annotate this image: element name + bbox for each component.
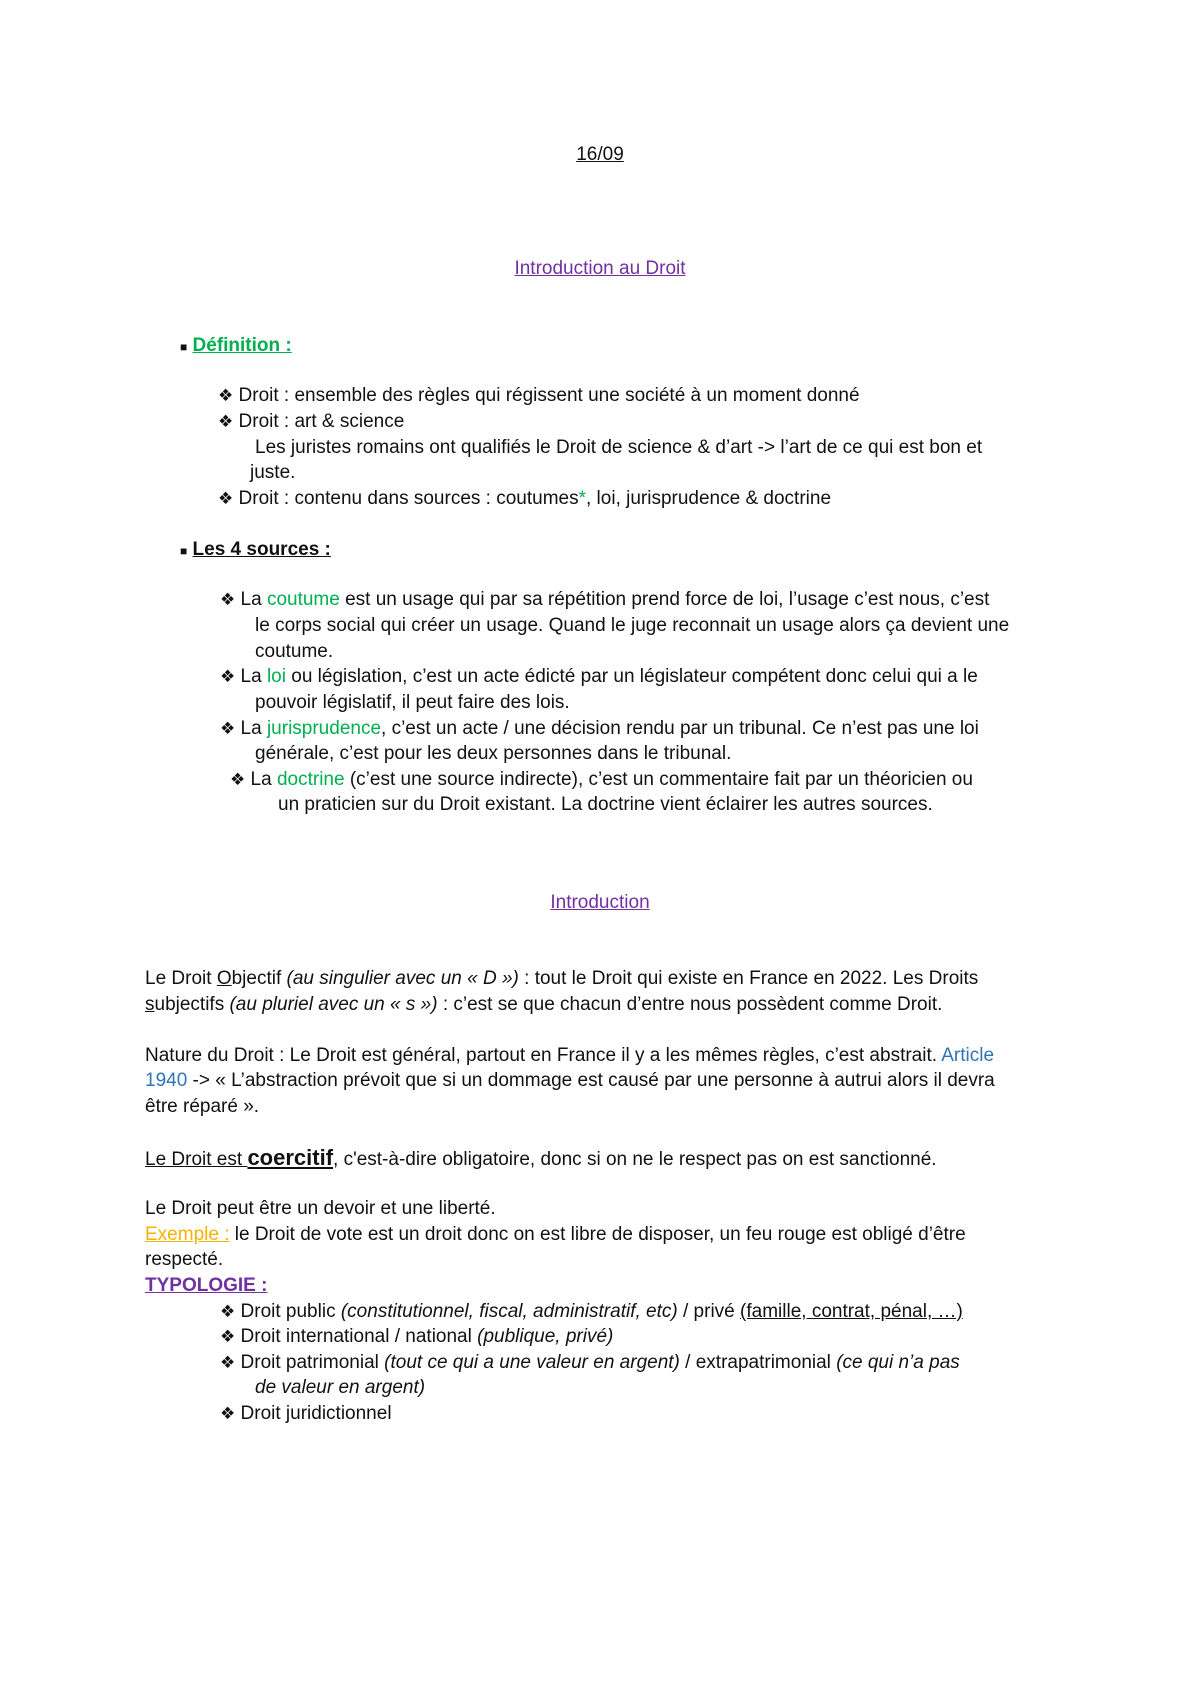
- source-loi: [220, 663, 978, 690]
- source-doctrine: [230, 766, 973, 793]
- diamond-bullet-icon: ❖: [218, 386, 234, 405]
- text: (tout ce qui a une valeur en argent): [384, 1352, 680, 1373]
- source-term: loi: [266, 666, 286, 687]
- source-coutume: [220, 586, 989, 613]
- diamond-bullet-icon: ❖: [220, 1327, 236, 1346]
- sources-heading: [180, 536, 331, 565]
- definition-item: [218, 382, 860, 409]
- example-line: [145, 1221, 966, 1248]
- source-text: La: [240, 589, 267, 610]
- definition-note: [255, 434, 982, 461]
- typologie-item: [220, 1298, 963, 1325]
- example-line: [145, 1246, 223, 1273]
- text: (constitutionnel, fiscal, administratif, etc): [340, 1301, 678, 1322]
- source-line: [255, 612, 1009, 639]
- typologie-item: [220, 1323, 613, 1350]
- text: de valeur en argent): [255, 1377, 426, 1398]
- introduction-heading: [0, 889, 1200, 916]
- diamond-bullet-icon: ❖: [220, 1353, 236, 1372]
- source-text: générale, c’est pour les deux personnes dans le tribunal.: [255, 743, 732, 764]
- typologie-item-cont: [255, 1374, 425, 1401]
- text: bjectif: [231, 968, 287, 989]
- text: Droit public: [240, 1301, 341, 1322]
- text: Droit patrimonial: [240, 1352, 385, 1373]
- diamond-bullet-icon: ❖: [220, 1404, 236, 1423]
- source-text: coutume.: [255, 641, 334, 662]
- source-line: [255, 638, 333, 665]
- text: être réparé ».: [145, 1096, 260, 1117]
- text: (famille, contrat, pénal, …): [740, 1301, 963, 1322]
- typologie-heading-text: TYPOLOGIE :: [145, 1275, 268, 1296]
- typologie-item: [220, 1400, 392, 1427]
- intro-paragraph: [145, 965, 978, 992]
- source-text: La: [240, 718, 267, 739]
- small-dot-icon: ■: [180, 340, 188, 354]
- source-text: un praticien sur du Droit existant. La doctrine vient éclairer les autres sources.: [278, 794, 933, 815]
- definition-item-text: Droit : contenu dans sources : coutumes: [238, 488, 579, 509]
- diamond-bullet-icon: ❖: [220, 667, 236, 686]
- text: / privé: [677, 1301, 741, 1322]
- intro-paragraph: [145, 1093, 259, 1120]
- definition-item-text: , loi, jurisprudence & doctrine: [586, 488, 832, 509]
- definition-item: [218, 408, 404, 435]
- text: -> « L’abstraction prévoit que si un dommage est causé par une personne à autrui alors il devra: [187, 1070, 995, 1091]
- source-line: [255, 740, 731, 767]
- intro-paragraph: [145, 991, 942, 1018]
- small-dot-icon: ■: [180, 544, 188, 558]
- definition-item-text: Droit : art & science: [238, 411, 405, 432]
- source-text: est un usage qui par sa répétition prend force de loi, l’usage c’est nous, c’est: [339, 589, 990, 610]
- article-ref: Article: [941, 1045, 995, 1066]
- text: : tout le Droit qui existe en France en 2022. Les Droits: [518, 968, 979, 989]
- text: (au pluriel avec un « s »): [229, 994, 438, 1015]
- text: Droit international / national: [240, 1326, 478, 1347]
- text: le Droit de vote est un droit donc on est libre de disposer, un feu rouge est obligé d’être: [229, 1224, 966, 1245]
- text: Le Droit peut être un devoir et une liberté.: [145, 1198, 496, 1219]
- text: / extrapatrimonial: [679, 1352, 837, 1373]
- intro-paragraph: [145, 1067, 995, 1094]
- text: ubjectifs: [154, 994, 230, 1015]
- diamond-bullet-icon: ❖: [218, 489, 234, 508]
- source-jurisprudence: [220, 715, 979, 742]
- source-text: La: [250, 769, 277, 790]
- text: Droit juridictionnel: [240, 1403, 392, 1424]
- text: respecté.: [145, 1249, 224, 1270]
- intro-paragraph: [145, 1195, 496, 1222]
- source-text: , c’est un acte / une décision rendu par un tribunal. Ce n’est pas une loi: [381, 718, 979, 739]
- date-heading: [0, 141, 1200, 168]
- intro-paragraph: [145, 1042, 994, 1069]
- text: (au singulier avec un « D »): [286, 968, 519, 989]
- intro-paragraph: [145, 1144, 937, 1173]
- definition-note-line: juste.: [250, 462, 296, 483]
- diamond-bullet-icon: ❖: [220, 719, 236, 738]
- keyword: coercitif: [247, 1145, 334, 1170]
- source-text: ou législation, c’est un acte édicté par un législateur compétent donc celui qui a le: [285, 666, 978, 687]
- sources-heading-text: Les 4 sources :: [192, 539, 331, 560]
- source-term: coutume: [266, 589, 340, 610]
- asterisk-mark: *: [578, 488, 586, 509]
- diamond-bullet-icon: ❖: [220, 590, 236, 609]
- typologie-heading: [145, 1272, 267, 1299]
- source-text: (c’est une source indirecte), c’est un commentaire fait par un théoricien ou: [344, 769, 973, 790]
- source-line: [255, 689, 570, 716]
- source-text: pouvoir législatif, il peut faire des lois.: [255, 692, 570, 713]
- text: , c'est-à-dire obligatoire, donc si on ne le respect pas on est sanctionné.: [333, 1149, 937, 1170]
- definition-item: [218, 485, 831, 512]
- title-text: Introduction au Droit: [514, 258, 686, 279]
- introduction-heading-text: Introduction: [550, 892, 650, 913]
- diamond-bullet-icon: ❖: [230, 770, 246, 789]
- text: (publique, privé): [477, 1326, 614, 1347]
- text: s: [145, 994, 155, 1015]
- diamond-bullet-icon: ❖: [218, 412, 234, 431]
- text: O: [216, 968, 232, 989]
- definition-note: [250, 459, 295, 486]
- source-term: jurisprudence: [266, 718, 382, 739]
- text: Le Droit est: [145, 1149, 248, 1170]
- example-label: Exemple :: [145, 1224, 230, 1245]
- text: (ce qui n’a pas: [836, 1352, 960, 1373]
- date-text: 16/09: [576, 144, 624, 165]
- definition-item-text: Droit : ensemble des règles qui régissent une société à un moment donné: [238, 385, 860, 406]
- source-text: La: [240, 666, 267, 687]
- source-line: [278, 791, 933, 818]
- definition-heading-text: Définition :: [192, 335, 292, 356]
- definition-note-line: Les juristes romains ont qualifiés le Droit de science & d’art -> l’art de ce qui est bon et: [255, 437, 983, 458]
- source-text: le corps social qui créer un usage. Quand le juge reconnait un usage alors ça devient une: [255, 615, 1010, 636]
- typologie-item: [220, 1349, 960, 1376]
- text: Le Droit: [145, 968, 217, 989]
- text: : c’est se que chacun d’entre nous possèdent comme Droit.: [437, 994, 943, 1015]
- text: Nature du Droit : Le Droit est général, partout en France il y a les mêmes règles, c’est abstrait.: [145, 1045, 942, 1066]
- diamond-bullet-icon: ❖: [220, 1302, 236, 1321]
- source-term: doctrine: [276, 769, 345, 790]
- article-ref: 1940: [145, 1070, 188, 1091]
- definition-heading: [180, 332, 292, 361]
- page-title: [0, 255, 1200, 282]
